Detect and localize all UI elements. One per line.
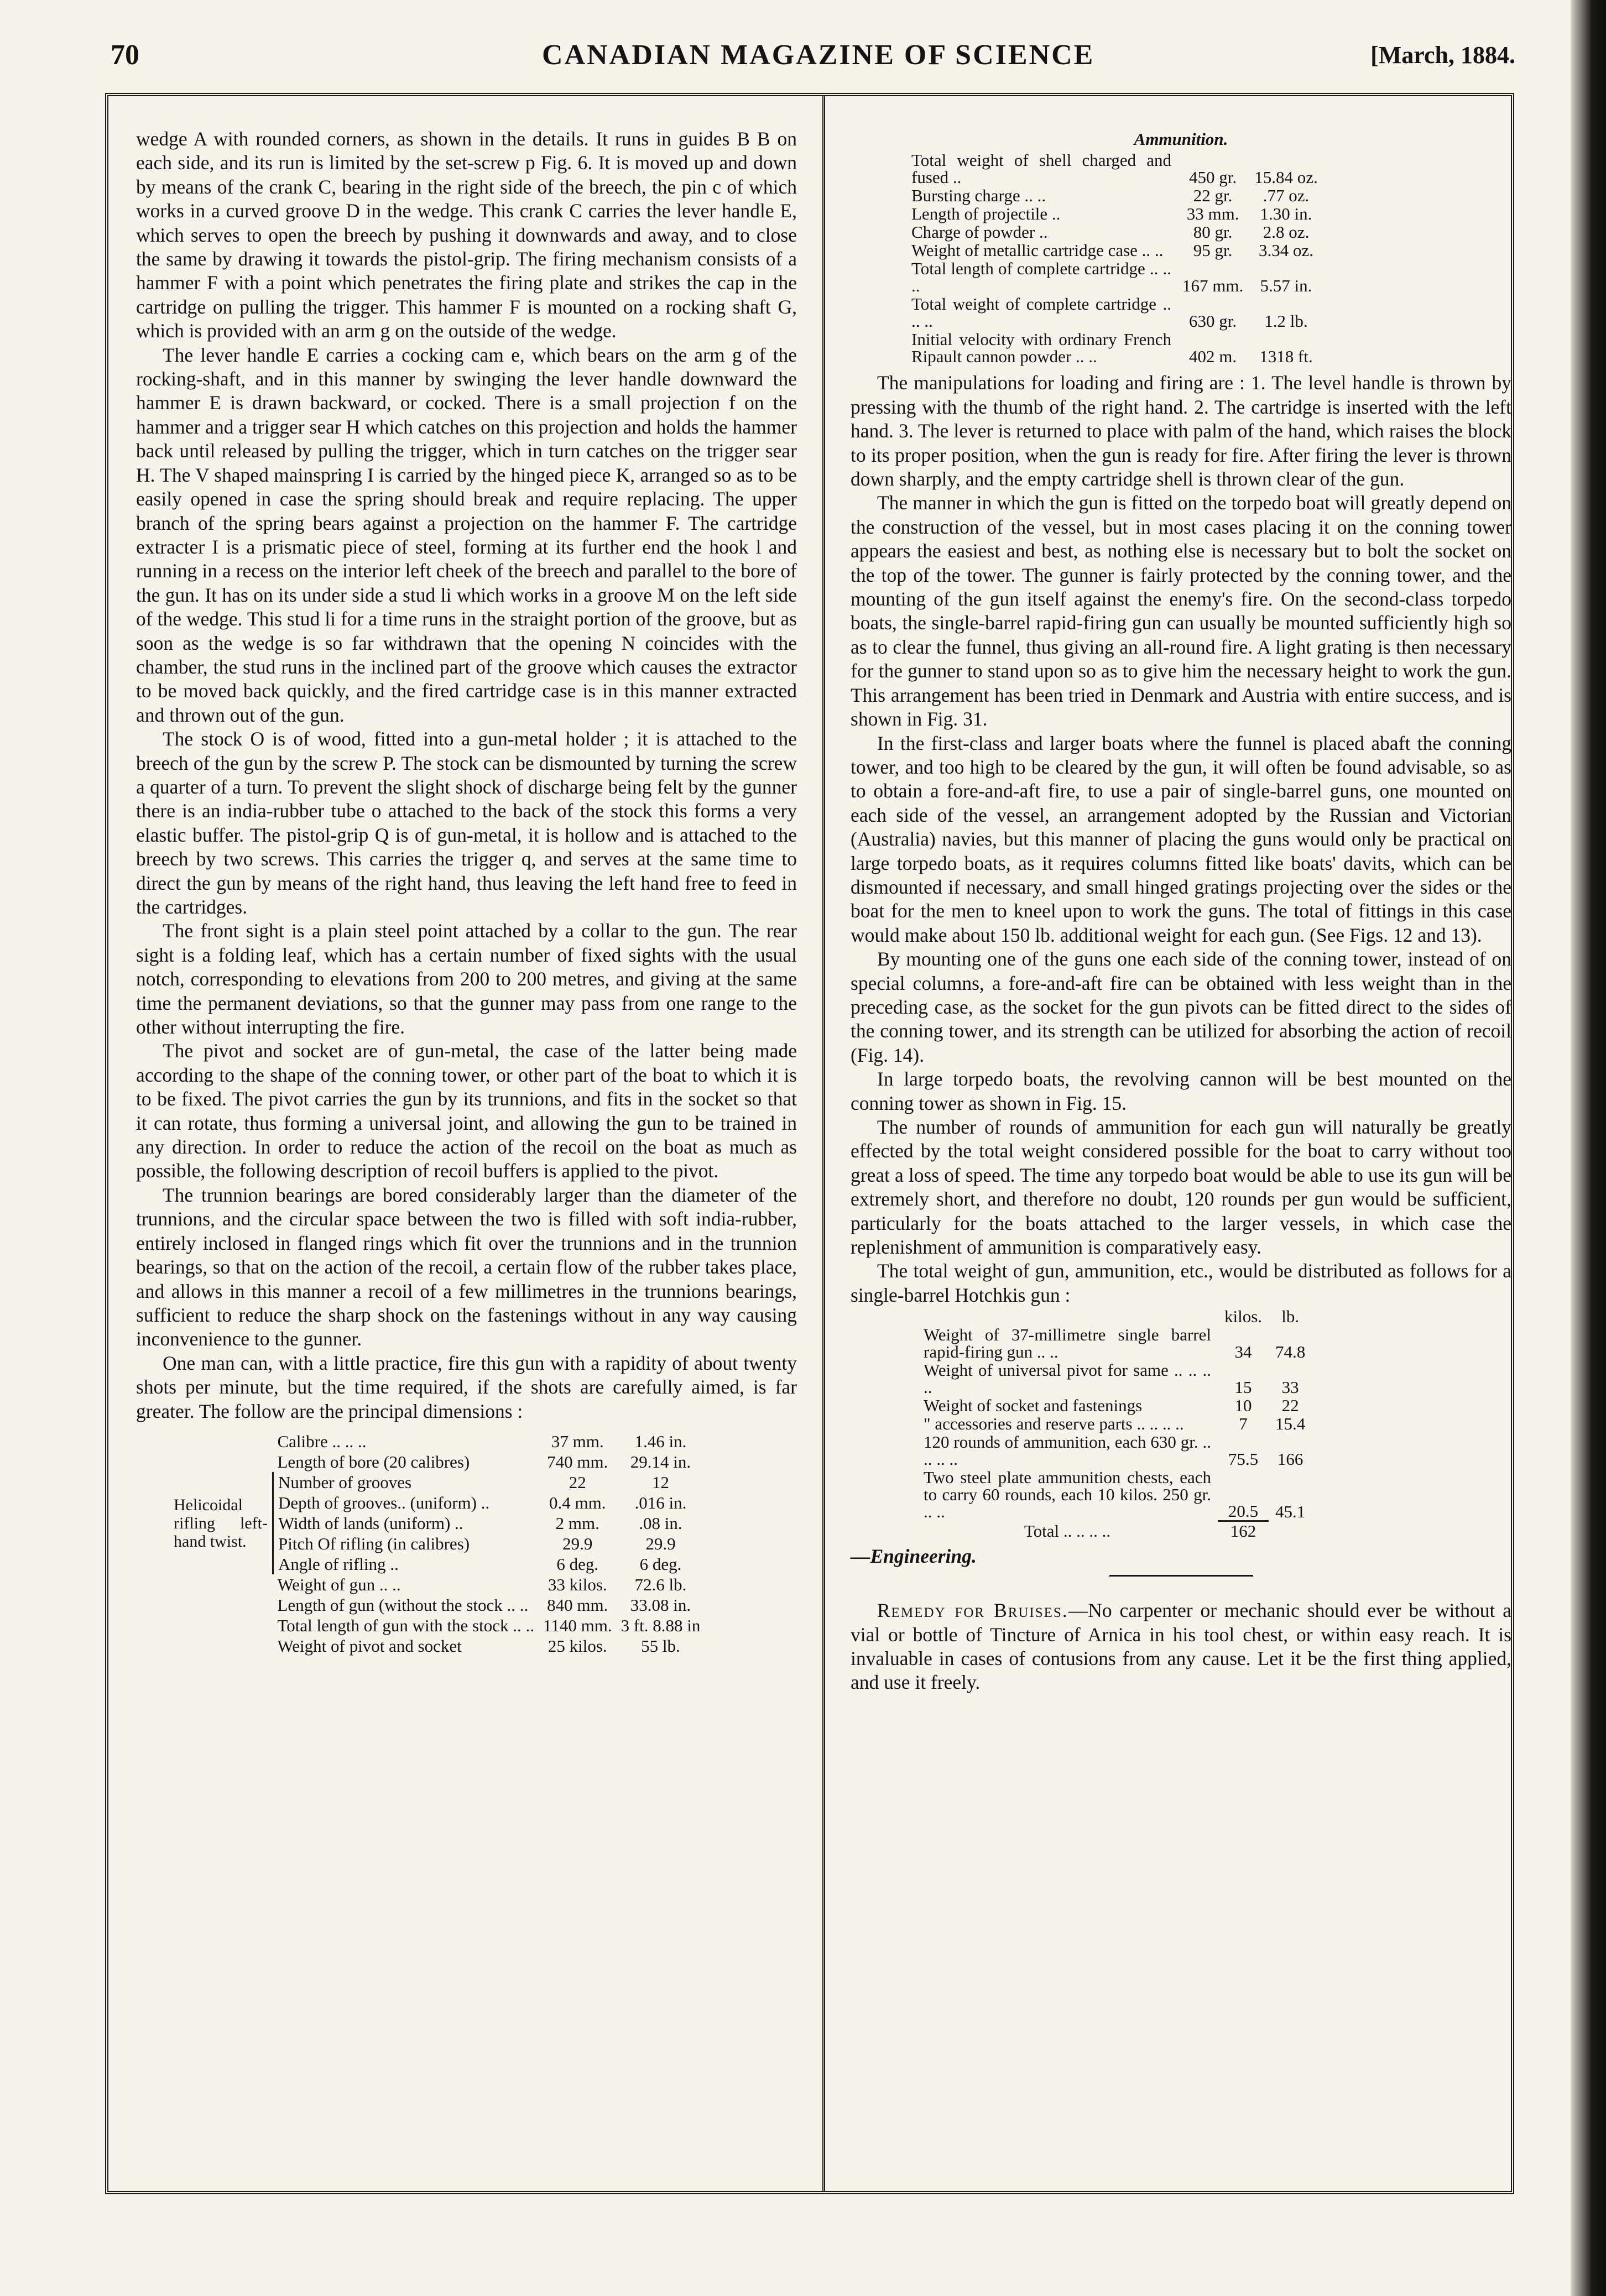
table-header-row bbox=[917, 1307, 1312, 1326]
imperial-value: 2.8 oz. bbox=[1263, 222, 1310, 242]
imperial-value: 5.57 in. bbox=[1260, 276, 1312, 296]
paragraph: The manipulations for loading and firing are : 1. The level handle is thrown by pressing with the thumb of the right hand. 2. The cartridge is inserted with the left hand. 3. The lever is returned to place with palm of the hand, which raises the block to its proper position, when the gun is ready for fire. After firing the lever is thrown down sharply, and the empty cartridge shell is thrown clear of the gun. bbox=[851, 372, 1511, 490]
row-label: Total length of gun with the stock .. .. bbox=[277, 1615, 534, 1635]
running-header bbox=[111, 32, 1515, 82]
imperial-value: 1.30 in. bbox=[1260, 204, 1312, 224]
metric-value: 6 deg. bbox=[556, 1554, 599, 1574]
row-label: 120 rounds of ammunition, each 630 gr. .. .. .. .. bbox=[924, 1432, 1211, 1469]
ammunition-table bbox=[906, 151, 1323, 366]
metric-value: 22 bbox=[569, 1472, 586, 1492]
row-label: Total weight of shell charged and fused .. bbox=[911, 150, 1171, 187]
imperial-value: .77 oz. bbox=[1263, 186, 1310, 206]
row-label: Total length of complete cartridge .. .. .. bbox=[911, 259, 1171, 296]
lb-value: 15.4 bbox=[1275, 1414, 1306, 1434]
imperial-value: 55 lb. bbox=[641, 1636, 680, 1656]
row-label: Pitch Of rifling (in calibres) bbox=[273, 1533, 539, 1554]
table-row bbox=[169, 1574, 705, 1595]
paragraph: By mounting one of the guns one each side of the conning tower, instead of on special columns, a fore-and-aft fire can be obtained with less weight than in the preceding case, as the socket for the gun pivots can be fitted direct to the sides of the conning tower, and its strength can be utilized for absorbing the action of recoil (Fig. 14). bbox=[851, 948, 1511, 1066]
row-label: Weight of metallic cartridge case .. .. bbox=[911, 241, 1164, 260]
page-number: 70 bbox=[111, 39, 139, 71]
metric-value: 167 mm. bbox=[1182, 276, 1244, 296]
issue-date: [March, 1884. bbox=[1370, 41, 1515, 69]
metric-value: 840 mm. bbox=[547, 1595, 608, 1615]
row-label: Weight of pivot and socket bbox=[277, 1636, 462, 1656]
paragraph: The manner in which the gun is fitted on the torpedo boat will greatly depend on the construction of the vessel, but in most cases placing it on the conning tower appears the easiest and best, as nothing else is necessary but to bolt the socket on the top of the tower. The gunner is fairly protected by the conning tower, and the mounting of the gun itself against the enemy's fire. On the second-class torpedo boats, the single-barrel rapid-firing gun can usually be mounted sufficiently high so as to clear the funnel, thus giving an all-round fire. A light grating is then necessary for the gunner to stand upon so as to give him the necessary height to work the gun. This arrangement has been tried in Denmark and Austria with entire success, and is shown in Fig. 31. bbox=[851, 492, 1511, 730]
table-row bbox=[169, 1615, 705, 1636]
row-label: Weight of universal pivot for same .. .. .. .. bbox=[924, 1360, 1211, 1397]
total-label: Total .. .. .. .. bbox=[1024, 1521, 1111, 1541]
ornament-divider bbox=[1109, 1575, 1253, 1579]
source-credit: —Engineering. bbox=[851, 1544, 977, 1567]
row-label: Initial velocity with ordinary French Ripault cannon powder .. .. bbox=[911, 330, 1171, 367]
imperial-value: 33.08 in. bbox=[630, 1595, 691, 1615]
paragraph: The stock O is of wood, fitted into a gun-metal holder ; it is attached to the breech of the gun by the screw P. The stock can be dismounted by turning the screw a quarter of a turn. To prevent the slight shock of discharge being felt by the gunner there is an india-rubber tube o attached to the back of the stock this forms a very elastic buffer. The pistol-grip Q is of gun-metal, it is hollow and is attached to the breech by two screws. This carries the trigger q, and serves at the same time to direct the gun by means of the right hand, thus leaving the left hand free to feed in the cartridges. bbox=[136, 728, 797, 918]
metric-value: 80 gr. bbox=[1193, 222, 1233, 242]
table-row bbox=[169, 1595, 705, 1615]
remedy-text: —No carpenter or mechanic should ever be without a vial or bottle of Tincture of Arnica in his tool chest, or within easy reach. It is invaluable in cases of contusions from any cause. Let it be the first thing applied, and use it freely. bbox=[851, 1599, 1511, 1694]
metric-value: 2 mm. bbox=[555, 1513, 599, 1533]
kilos-header: kilos. bbox=[1224, 1307, 1263, 1327]
imperial-value: .016 in. bbox=[634, 1493, 687, 1512]
paragraph: wedge A with rounded corners, as shown in the details. It runs in guides B B on each side, and its run is limited by the set-screw p Fig. 6. It is moved up and down by means of the crank C, bearing in the right side of the breech, the pin c of which works in a curved groove D in the wedge. This crank C carries the lever handle E, which serves to open the breech by pushing it downwards and away, and to close the same by drawing it towards the pistol-grip. The firing mechanism consists of a hammer F with a point which penetrates the firing plate and strikes the cap in the cartridge on pulling the trigger. This hammer F is mounted on a rocking shaft G, which is provided with an arm g on the outside of the wedge. bbox=[136, 128, 797, 342]
rifling-group-label: Helicoidal rifling left-hand twist. bbox=[174, 1495, 268, 1551]
table-row bbox=[906, 295, 1323, 330]
imperial-value: .08 in. bbox=[639, 1513, 682, 1533]
row-label: Angle of rifling .. bbox=[273, 1554, 539, 1574]
right-column bbox=[851, 127, 1511, 1695]
table-row bbox=[917, 1415, 1312, 1433]
imperial-value: 29.9 bbox=[645, 1533, 676, 1553]
metric-value: 22 gr. bbox=[1193, 186, 1233, 206]
lb-value: 166 bbox=[1277, 1449, 1303, 1469]
metric-value: 29.9 bbox=[562, 1533, 593, 1553]
left-column bbox=[136, 127, 797, 1656]
row-label: " accessories and reserve parts .. .. .. .. bbox=[924, 1414, 1184, 1434]
row-label: Two steel plate ammunition chests, each to carry 60 rounds, each 10 kilos. 250 gr. .. .. bbox=[924, 1468, 1211, 1522]
table-row bbox=[169, 1431, 705, 1452]
metric-value: 33 mm. bbox=[1186, 204, 1239, 224]
metric-value: 37 mm. bbox=[551, 1431, 604, 1451]
paragraph: The total weight of gun, ammunition, etc., would be distributed as follows for a single-barrel Hotchkis gun : bbox=[851, 1260, 1511, 1306]
paragraph: The number of rounds of ammunition for each gun will naturally be greatly effected by the total weight considered possible for the boat to carry without too great a loss of speed. The time any torpedo boat would be able to use its gun will be extremely short, and therefore no doubt, 120 rounds per gun would be sufficient, particularly for the boats attached to the larger vessels, in which case the replenishment of ammunition is comparatively easy. bbox=[851, 1116, 1511, 1259]
book-edge-shadow bbox=[1571, 0, 1606, 2296]
metric-value: 740 mm. bbox=[547, 1452, 608, 1471]
imperial-value: 1.2 lb. bbox=[1264, 311, 1308, 331]
table-row bbox=[917, 1396, 1312, 1415]
metric-value: 402 m. bbox=[1189, 347, 1237, 367]
paragraph: In large torpedo boats, the revolving cannon will be best mounted on the conning tower as shown in Fig. 15. bbox=[851, 1068, 1511, 1114]
row-label: Weight of 37-millimetre single barrel rapid-firing gun .. .. bbox=[924, 1325, 1211, 1362]
row-label: Length of gun (without the stock .. .. bbox=[277, 1595, 529, 1615]
dimensions-table bbox=[169, 1431, 706, 1656]
imperial-value: 29.14 in. bbox=[630, 1452, 691, 1471]
metric-value: 95 gr. bbox=[1193, 241, 1233, 260]
metric-value: 0.4 mm. bbox=[549, 1493, 606, 1512]
row-label: Weight of gun .. .. bbox=[277, 1574, 401, 1594]
metric-value: 25 kilos. bbox=[548, 1636, 607, 1656]
kilos-value: 7 bbox=[1239, 1414, 1248, 1434]
weights-table bbox=[917, 1307, 1312, 1540]
table-row bbox=[917, 1326, 1312, 1361]
row-label: Charge of powder .. bbox=[911, 222, 1048, 242]
row-label: Bursting charge .. .. bbox=[911, 186, 1046, 206]
row-label: Total weight of complete cartridge .. .. .. bbox=[911, 294, 1171, 331]
imperial-value: 3 ft. 8.88 in bbox=[620, 1615, 701, 1635]
paragraph: The trunnion bearings are bored considerably larger than the diameter of the trunnions, and the circular space between the two is filled with soft india-rubber, entirely inclosed in flanged rings which fit over the trunnions and in the trunnion bearings, so that on the action of the recoil, a certain flow of the rubber takes place, and allows in this manner a recoil of a few millimetres in the trunnions bearings, sufficient to reduce the sharp shock on the fastenings without in any way causing inconvenience to the gunner. bbox=[136, 1183, 797, 1350]
lb-value: 74.8 bbox=[1275, 1342, 1306, 1362]
metric-value: 33 kilos. bbox=[548, 1574, 607, 1594]
metric-value: 1140 mm. bbox=[543, 1615, 612, 1635]
lb-value: 22 bbox=[1281, 1396, 1299, 1416]
kilos-value: 20.5 bbox=[1218, 1468, 1269, 1521]
table-row bbox=[906, 330, 1323, 366]
metric-value: 450 gr. bbox=[1189, 168, 1237, 187]
lb-value: 33 bbox=[1281, 1377, 1299, 1397]
table-row bbox=[906, 151, 1323, 186]
row-label: Length of projectile .. bbox=[911, 204, 1061, 224]
remedy-heading: Remedy for Bruises. bbox=[877, 1599, 1068, 1622]
table-row bbox=[917, 1361, 1312, 1396]
imperial-value: 6 deg. bbox=[639, 1554, 682, 1574]
metric-value: 630 gr. bbox=[1189, 311, 1237, 331]
total-row bbox=[917, 1521, 1312, 1540]
row-label: Width of lands (uniform) .. bbox=[273, 1513, 539, 1533]
table-row bbox=[906, 205, 1323, 223]
imperial-value: 3.34 oz. bbox=[1258, 241, 1313, 260]
row-label: Calibre .. .. .. bbox=[277, 1431, 367, 1451]
imperial-value: 1318 ft. bbox=[1259, 347, 1313, 367]
table-row bbox=[906, 259, 1323, 295]
paragraph: One man can, with a little practice, fire this gun with a rapidity of about twenty shots per minute, but the time required, if the shots are carefully aimed, is far greater. The follow are the principal dimensions : bbox=[136, 1351, 797, 1422]
imperial-value: 72.6 lb. bbox=[634, 1574, 687, 1594]
row-label: Number of grooves bbox=[273, 1472, 539, 1493]
remedy-paragraph bbox=[851, 1599, 1511, 1695]
row-label: Length of bore (20 calibres) bbox=[277, 1452, 470, 1471]
paragraph: The front sight is a plain steel point attached by a collar to the gun. The rear sight is a folding leaf, which has a certain number of fixed sights with the usual notch, corresponding to elevations from 200 to 200 metres, and giving at the same time the permanent deviations, so that the gunner may pass from one range to the other without interrupting the fire. bbox=[136, 920, 797, 1039]
kilos-value: 34 bbox=[1234, 1342, 1252, 1362]
kilos-value: 75.5 bbox=[1228, 1449, 1259, 1469]
row-label: Weight of socket and fastenings bbox=[924, 1396, 1143, 1416]
magazine-title: CANADIAN MAGAZINE OF SCIENCE bbox=[542, 39, 1095, 71]
table-row bbox=[169, 1636, 705, 1656]
table-row bbox=[906, 186, 1323, 205]
table-row bbox=[169, 1452, 705, 1472]
table-row bbox=[169, 1472, 705, 1493]
table-row bbox=[906, 241, 1323, 259]
lb-header: lb. bbox=[1281, 1307, 1300, 1327]
imperial-value: 1.46 in. bbox=[634, 1431, 687, 1451]
total-kilos: 162 bbox=[1230, 1521, 1256, 1541]
kilos-value: 10 bbox=[1234, 1396, 1252, 1416]
paragraph: The pivot and socket are of gun-metal, the case of the latter being made according to the shape of the conning tower, or other part of the boat to which it is to be fixed. The pivot carries the gun by its trunnions, and fits in the socket so that it can rotate, thus forming a universal joint, and allowing the gun to be trained in any direction. In order to reduce the action of the recoil on the boat as much as possible, the following description of recoil buffers is applied to the pivot. bbox=[136, 1040, 797, 1182]
row-label: Depth of grooves.. (uniform) .. bbox=[273, 1493, 539, 1513]
ammunition-title: Ammunition. bbox=[1134, 129, 1228, 149]
lb-value: 45.1 bbox=[1275, 1502, 1306, 1522]
imperial-value: 12 bbox=[651, 1472, 669, 1492]
table-row bbox=[917, 1433, 1312, 1468]
imperial-value: 15.84 oz. bbox=[1254, 168, 1318, 187]
paragraph: In the first-class and larger boats where the funnel is placed abaft the conning tower, and too high to be cleared by the gun, it will often be found advisable, so as to obtain a fore-and-aft fire, to use a pair of single-barrel guns, one mounted on each side of the vessel, an arrangement adopted by the Russian and Victorian (Australia) navies, but this manner of placing the guns would only be practical on large torpedo boats, as it requires columns fitted like boats' davits, which can be dismounted if necessary, and small hinged gratings projecting over the sides or the boat for the men to kneel upon to work the guns. The total of fittings in this case would make about 150 lb. additional weight for each gun. (See Figs. 12 and 13). bbox=[851, 732, 1511, 946]
table-row bbox=[917, 1468, 1312, 1521]
kilos-value: 15 bbox=[1234, 1377, 1252, 1397]
column-rule bbox=[822, 95, 825, 2191]
table-row bbox=[906, 223, 1323, 241]
paragraph: The lever handle E carries a cocking cam e, which bears on the arm g of the rocking-shaft, and in this manner by swinging the lever handle downward the hammer E is drawn backward, or cocked. There is a small projection f on the hammer and a trigger sear H which catches on this projection and holds the hammer back until released by pulling the trigger, which in turn catches on the trigger sear H. The V shaped mainspring I is carried by the hinged piece K, arranged so as to be easily opened in case the spring should break and require replacing. The upper branch of the spring bears against a projection on the hammer F. The cartridge extracter I is a prismatic piece of steel, forming at its further end the hook l and running in a recess on the interior left cheek of the breech and parallel to the bore of the gun. It has on its under side a stud li which works in a groove M on the left side of the wedge. This stud li for a time runs in the straight portion of the groove, but as soon as the wedge is so far withdrawn that the opening N coincides with the chamber, the stud runs in the inclined part of the groove which causes the extractor to be moved back quickly, and the fired cartridge case is in this manner extracted and thrown out of the gun. bbox=[136, 343, 797, 726]
